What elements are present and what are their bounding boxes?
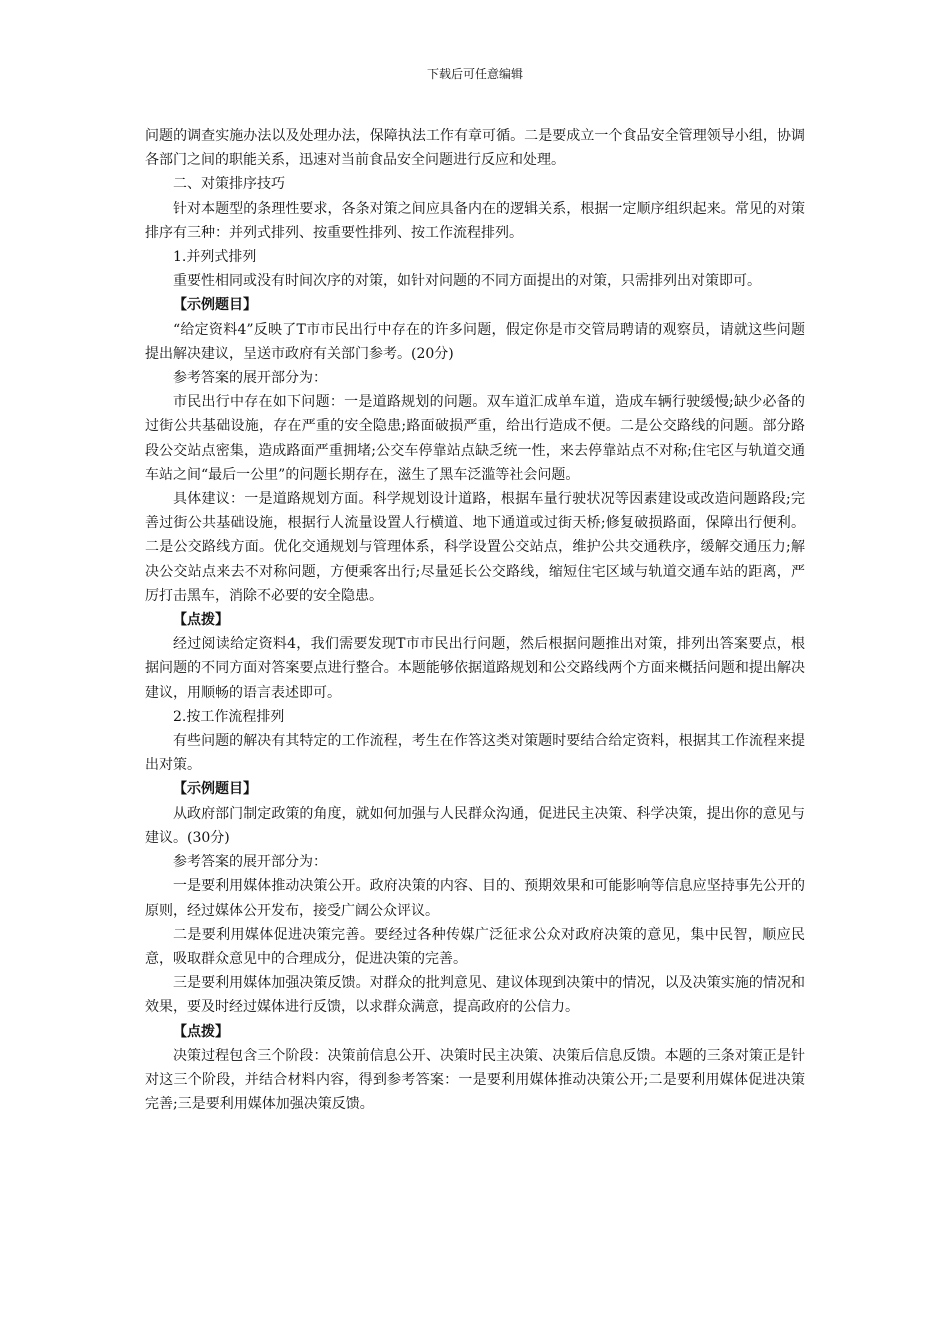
tip-label: 【点拨】 (173, 1023, 229, 1040)
document-body (145, 124, 805, 1116)
paragraph: 参考答案的展开部分为： (173, 854, 327, 871)
subsection-heading: 2.按工作流程排列 (173, 708, 285, 725)
paragraph: 经过阅读给定资料4，我们需要发现T市市民出行问题，然后根据问题推出对策，排列出答案要点，根据问题的不同方面对答案要点进行整合。本题能够依据道路规划和公交路线两个方面来概括问题和提出解决建议，用顺畅的语言表述即可。 (145, 636, 805, 701)
paragraph: 决策过程包含三个阶段：决策前信息公开、决策时民主决策、决策后信息反馈。本题的三条对策正是针对这三个阶段，并结合材料内容，得到参考答案：一是要利用媒体推动决策公开;二是要利用媒体促进决策完善;三是要利用媒体加强决策反馈。 (145, 1047, 805, 1113)
paragraph: 从政府部门制定政策的角度，就如何加强与人民群众沟通，促进民主决策、科学决策，提出你的意见与建议。(30分) (145, 805, 805, 846)
paragraph: 针对本题型的条理性要求，各条对策之间应具备内在的逻辑关系，根据一定顺序组织起来。常见的对策排序有三种：并列式排列、按重要性排列、按工作流程排列。 (145, 200, 805, 241)
paragraph: 有些问题的解决有其特定的工作流程，考生在作答这类对策题时要结合给定资料，根据其工作流程来提出对策。 (145, 733, 805, 774)
paragraph: “给定资料4”反映了T市市民出行中存在的许多问题，假定你是市交管局聘请的观察员，请就这些问题提出解决建议，呈送市政府有关部门参考。(20分) (145, 321, 805, 362)
paragraph: 重要性相同或没有时间次序的对策，如针对问题的不同方面提出的对策，只需排列出对策即可。 (173, 273, 761, 290)
tip-label: 【点拨】 (173, 612, 229, 629)
paragraph: 一是要利用媒体推动决策公开。政府决策的内容、目的、预期效果和可能影响等信息应坚持事先公开的原则，经过媒体公开发布，接受广阔公众评议。 (145, 878, 805, 919)
paragraph: 具体建议：一是道路规划方面。科学规划设计道路，根据车量行驶状况等因素建设或改造问题路段;完善过街公共基础设施，根据行人流量设置人行横道、地下通道或过街天桥;修复破损路面，保障出行便利。二是公交路线方面。优化交通规划与管理体系，科学设置公交站点，维护公共交通秩序，缓解交通压力;解决公交站点来去不对称问题，方便乘客出行;尽量延长公交路线，缩短住宅区域与轨道交通车站的距离，严厉打击黑车，消除不必要的安全隐患。 (145, 491, 805, 604)
section-heading: 二、对策排序技巧 (173, 176, 285, 193)
example-label: 【示例题目】 (173, 297, 257, 314)
paragraph: 参考答案的展开部分为： (173, 370, 327, 387)
paragraph: 市民出行中存在如下问题：一是道路规划的问题。双车道汇成单车道，造成车辆行驶缓慢;缺少必备的过街公共基础设施，存在严重的安全隐患;路面破损严重，给出行造成不便。二是公交路线的问题。部分路段公交站点密集，造成路面严重拥堵;公交车停靠站点缺乏统一性，来去停靠站点不对称;住宅区与轨道交通车站之间“最后一公里”的问题长期存在，滋生了黑车泛滥等社会问题。 (145, 394, 805, 483)
paragraph: 问题的调查实施办法以及处理办法，保障执法工作有章可循。二是要成立一个食品安全管理领导小组，协调各部门之间的职能关系，迅速对当前食品安全问题进行反应和处理。 (145, 128, 805, 169)
example-label: 【示例题目】 (173, 781, 257, 798)
paragraph: 二是要利用媒体促进决策完善。要经过各种传媒广泛征求公众对政府决策的意见，集中民智，顺应民意，吸取群众意见中的合理成分，促进决策的完善。 (145, 926, 805, 967)
page-header: 下载后可任意编辑 (426, 67, 523, 81)
subsection-heading: 1.并列式排列 (173, 249, 257, 266)
paragraph: 三是要利用媒体加强决策反馈。对群众的批判意见、建议体现到决策中的情况，以及决策实施的情况和效果，要及时经过媒体进行反馈，以求群众满意，提高政府的公信力。 (145, 975, 805, 1016)
